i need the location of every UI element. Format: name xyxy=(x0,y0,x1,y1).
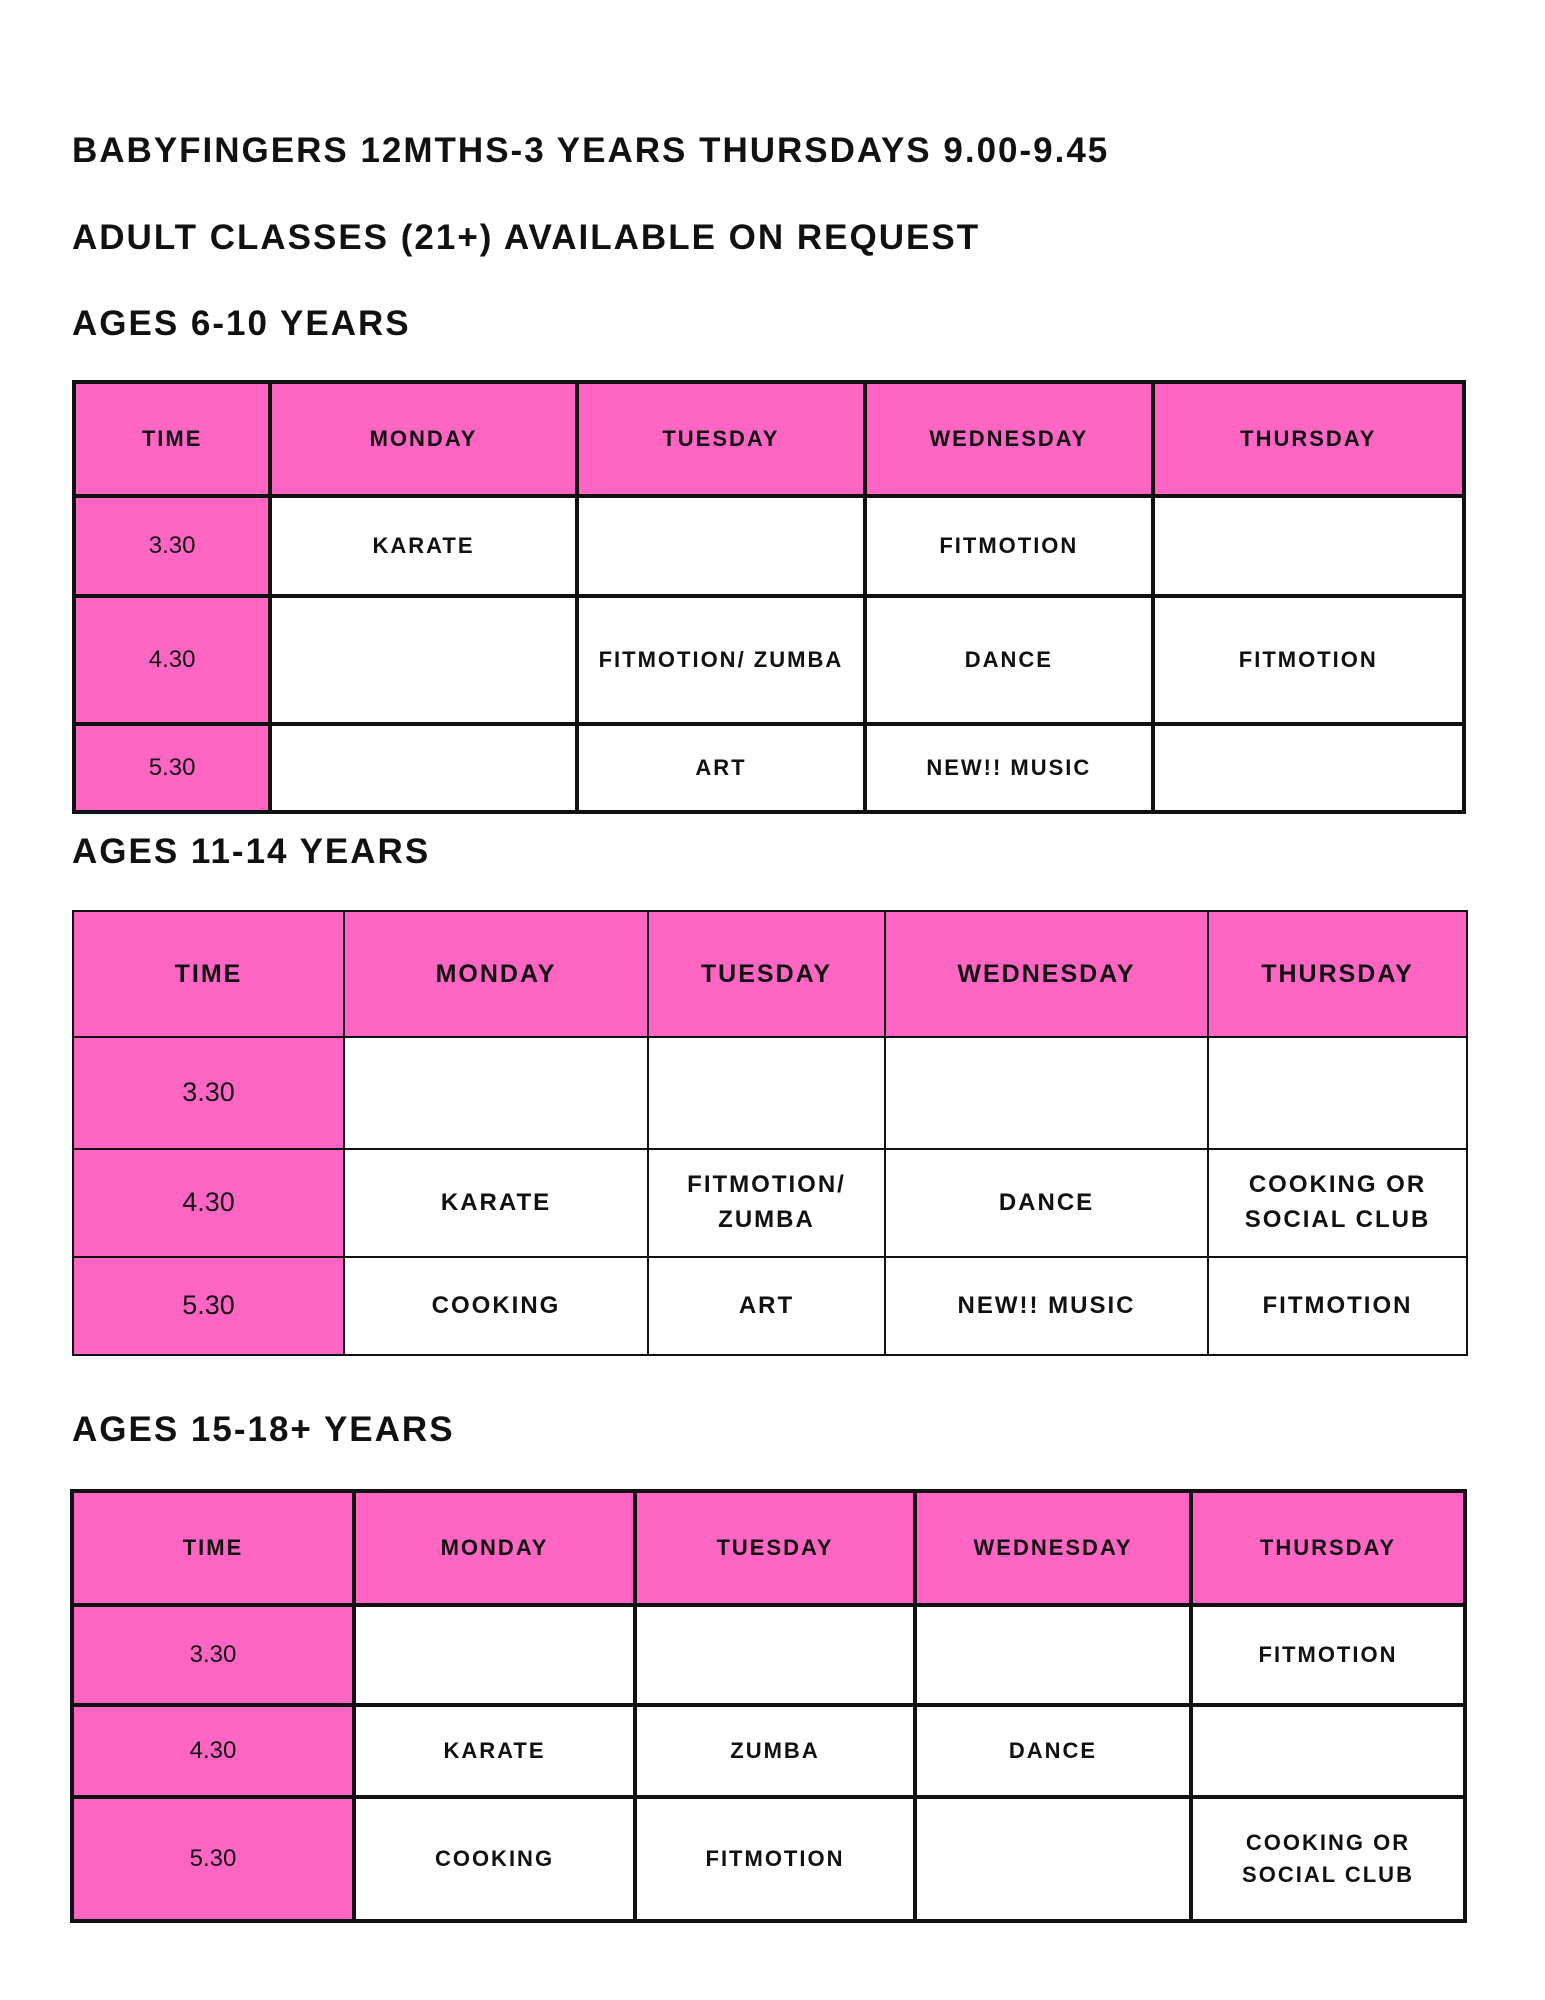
table-row xyxy=(74,596,1464,724)
class-cell: KARATE xyxy=(354,1705,635,1797)
time-cell: 5.30 xyxy=(74,724,270,812)
table-row xyxy=(74,496,1464,596)
class-cell: FITMOTION/ ZUMBA xyxy=(648,1149,885,1257)
table-row xyxy=(74,724,1464,812)
class-cell xyxy=(270,724,576,812)
time-cell: 3.30 xyxy=(74,496,270,596)
class-cell: KARATE xyxy=(270,496,576,596)
header-time: TIME xyxy=(73,911,344,1037)
babyfingers-heading: BABYFINGERS 12MTHS-3 YEARS THURSDAYS 9.00-9.45 xyxy=(72,131,1110,170)
class-cell xyxy=(354,1605,635,1705)
header-thursday: THURSDAY xyxy=(1208,911,1467,1037)
schedule-table-ages-15-18 xyxy=(70,1489,1467,1923)
table-row xyxy=(72,1705,1465,1797)
class-cell: COOKING OR SOCIAL CLUB xyxy=(1191,1797,1465,1921)
class-cell: FITMOTION xyxy=(1153,596,1464,724)
class-cell: FITMOTION/ ZUMBA xyxy=(577,596,865,724)
ages-11-14-heading: AGES 11-14 YEARS xyxy=(72,832,431,871)
class-cell: FITMOTION xyxy=(635,1797,915,1921)
class-cell xyxy=(270,596,576,724)
header-time: TIME xyxy=(74,382,270,496)
adult-classes-heading: ADULT CLASSES (21+) AVAILABLE ON REQUEST xyxy=(72,218,981,257)
time-cell: 4.30 xyxy=(73,1149,344,1257)
ages-15-18-heading: AGES 15-18+ YEARS xyxy=(72,1410,455,1449)
header-wednesday: WEDNESDAY xyxy=(885,911,1208,1037)
class-cell xyxy=(344,1037,648,1149)
time-cell: 4.30 xyxy=(74,596,270,724)
header-wednesday: WEDNESDAY xyxy=(865,382,1152,496)
header-wednesday: WEDNESDAY xyxy=(915,1491,1191,1605)
time-cell: 3.30 xyxy=(72,1605,354,1705)
class-cell xyxy=(635,1605,915,1705)
class-cell xyxy=(648,1037,885,1149)
header-monday: MONDAY xyxy=(270,382,576,496)
time-cell: 5.30 xyxy=(72,1797,354,1921)
table-header-row xyxy=(73,911,1467,1037)
time-cell: 5.30 xyxy=(73,1257,344,1355)
class-cell xyxy=(885,1037,1208,1149)
class-cell xyxy=(915,1605,1191,1705)
schedule-table-ages-6-10 xyxy=(72,380,1466,814)
class-cell: COOKING xyxy=(344,1257,648,1355)
class-cell: NEW!! MUSIC xyxy=(885,1257,1208,1355)
class-cell: KARATE xyxy=(344,1149,648,1257)
class-cell: FITMOTION xyxy=(1191,1605,1465,1705)
table-row xyxy=(73,1257,1467,1355)
class-cell: COOKING OR SOCIAL CLUB xyxy=(1208,1149,1467,1257)
class-cell: ZUMBA xyxy=(635,1705,915,1797)
class-cell: FITMOTION xyxy=(865,496,1152,596)
class-cell: DANCE xyxy=(865,596,1152,724)
header-thursday: THURSDAY xyxy=(1191,1491,1465,1605)
class-cell: NEW!! MUSIC xyxy=(865,724,1152,812)
class-cell xyxy=(577,496,865,596)
table-row xyxy=(72,1797,1465,1921)
header-monday: MONDAY xyxy=(354,1491,635,1605)
class-cell xyxy=(915,1797,1191,1921)
class-cell xyxy=(1153,724,1464,812)
ages-6-10-heading: AGES 6-10 YEARS xyxy=(72,304,411,343)
header-tuesday: TUESDAY xyxy=(648,911,885,1037)
time-cell: 4.30 xyxy=(72,1705,354,1797)
header-time: TIME xyxy=(72,1491,354,1605)
table-row xyxy=(73,1037,1467,1149)
table-header-row xyxy=(74,382,1464,496)
header-tuesday: TUESDAY xyxy=(635,1491,915,1605)
class-cell: ART xyxy=(577,724,865,812)
class-cell: ART xyxy=(648,1257,885,1355)
class-cell xyxy=(1191,1705,1465,1797)
class-cell: DANCE xyxy=(885,1149,1208,1257)
header-tuesday: TUESDAY xyxy=(577,382,865,496)
time-cell: 3.30 xyxy=(73,1037,344,1149)
table-row xyxy=(73,1149,1467,1257)
header-thursday: THURSDAY xyxy=(1153,382,1464,496)
table-row xyxy=(72,1605,1465,1705)
class-cell xyxy=(1208,1037,1467,1149)
class-cell: COOKING xyxy=(354,1797,635,1921)
class-cell: DANCE xyxy=(915,1705,1191,1797)
header-monday: MONDAY xyxy=(344,911,648,1037)
class-cell: FITMOTION xyxy=(1208,1257,1467,1355)
schedule-table-ages-11-14 xyxy=(72,910,1468,1356)
table-header-row xyxy=(72,1491,1465,1605)
class-cell xyxy=(1153,496,1464,596)
